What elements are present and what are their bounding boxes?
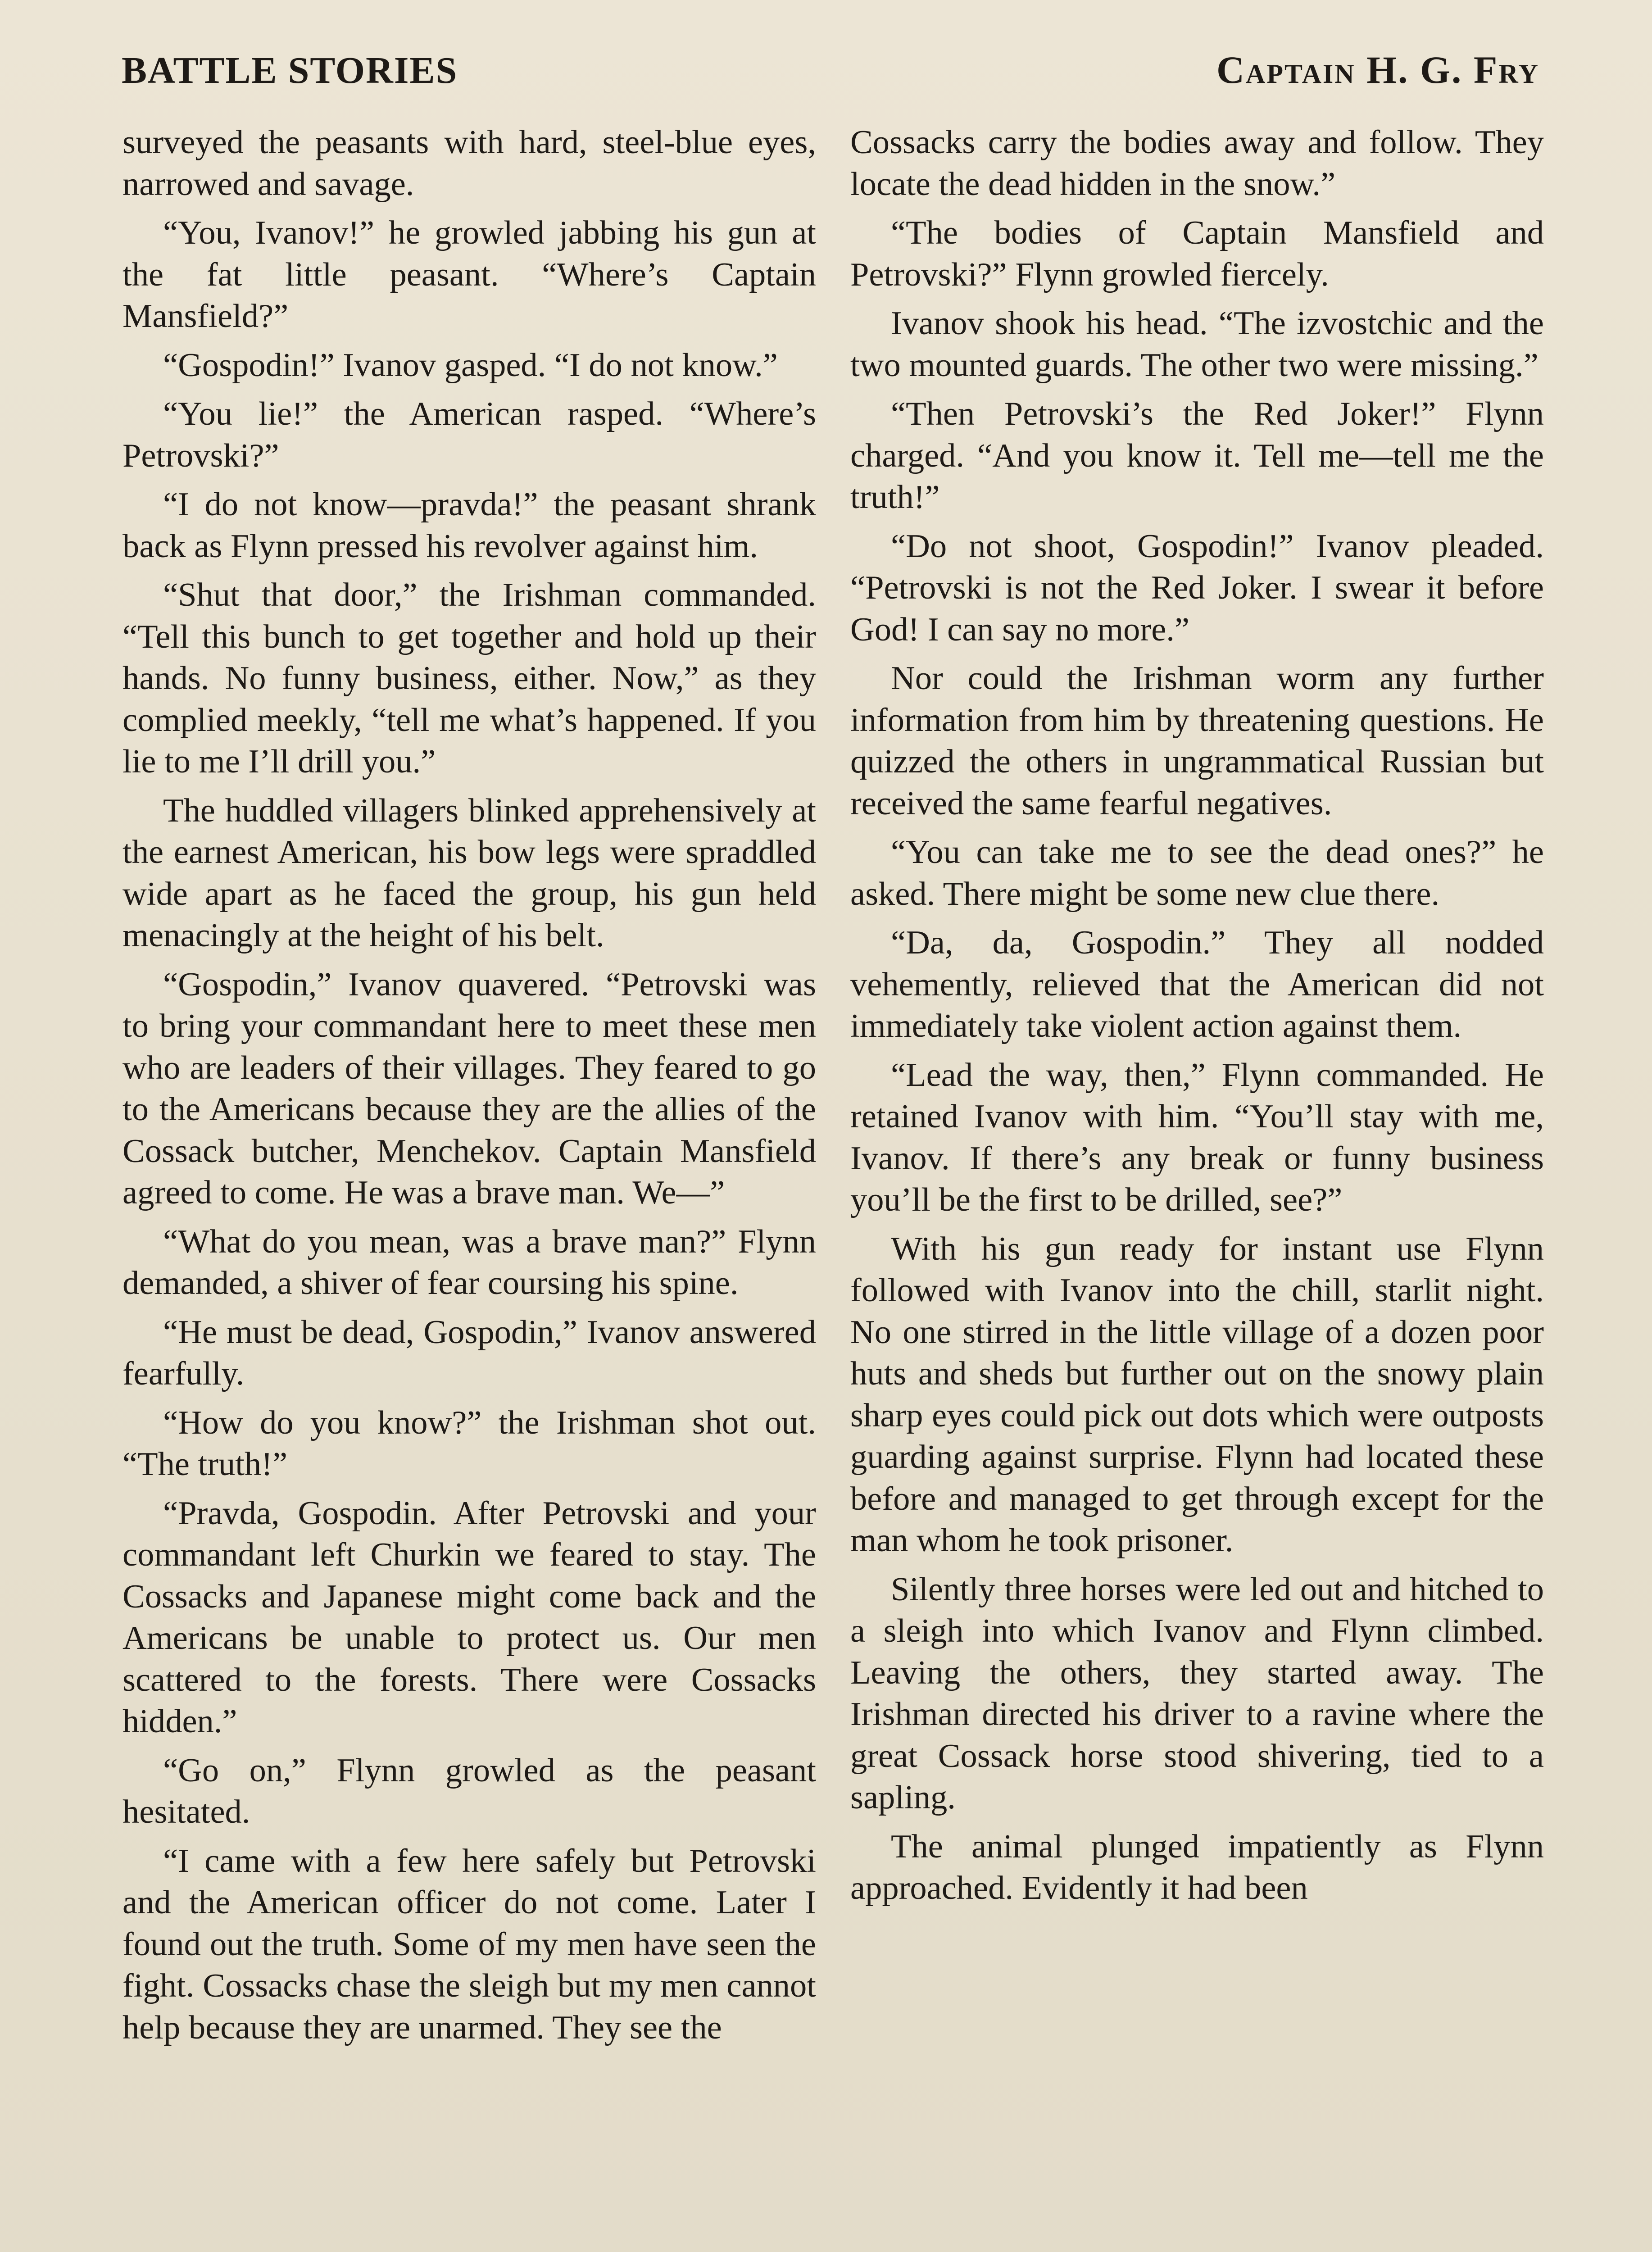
paragraph: Nor could the Irishman worm any further information from him by threatening questions. He quizzed the others in ungrammatical Russian but received the same fearful negatives.: [850, 660, 1544, 822]
paragraph: “The bodies of Captain Mansfield and Petrovski?” Flynn growled fiercely.: [850, 214, 1544, 293]
paragraph: “Pravda, Gospodin. After Petrovski and your commandant left Churkin we feared to stay. The Cossacks and Japanese might come back and the Americans be unable to protect us. Our men scattered to the forests. There were Cossacks hidden.”: [123, 1494, 816, 1740]
paragraph: “Gospodin!” Ivanov gasped. “I do not know.”: [163, 346, 778, 384]
paragraph: “Do not shoot, Gospodin!” Ivanov pleaded. “Petrovski is not the Red Joker. I swear it before God! I can say no more.”: [850, 527, 1544, 648]
paragraph: “I came with a few here safely but Petrovski and the American officer do not come. Later I found out the truth. Some of my men have seen the fight. Cossacks chase the sleigh but my men cannot help because they are unarmed. They see the: [123, 1842, 816, 2046]
paragraph: surveyed the peasants with hard, steel-blue eyes, narrowed and savage.: [123, 124, 816, 203]
paragraph: “You, Ivanov!” he growled jabbing his gun at the fat little peasant. “Where’s Captain Mansfield?”: [123, 214, 816, 335]
paragraph: The huddled villagers blinked apprehensively at the earnest American, his bow legs were spraddled wide apart as he faced the group, his gun held menacingly at the height of his belt.: [123, 792, 816, 954]
paragraph: “Go on,” Flynn growled as the peasant hesitated.: [123, 1752, 816, 1830]
paragraph: “What do you mean, was a brave man?” Flynn demanded, a shiver of fear coursing his spine.: [123, 1223, 816, 1302]
paragraph: “He must be dead, Gospodin,” Ivanov answered fearfully.: [123, 1313, 816, 1392]
paragraph: “You can take me to see the dead ones?” he asked. There might be some new clue there.: [850, 834, 1544, 913]
paragraph: Silently three horses were led out and hitched to a sleigh into which Ivanov and Flynn climbed. Leaving the others, they started away. The Irishman directed his driver to a ravine where the great Cossack horse stood shivering, tied to a sapling.: [850, 1571, 1544, 1816]
paragraph: “How do you know?” the Irishman shot out. “The truth!”: [123, 1404, 816, 1483]
paragraph: “Gospodin,” Ivanov quavered. “Petrovski was to bring your commandant here to meet these men who are leaders of their villages. They feared to go to the Americans because they are the allies of the Cossack butcher, Menchekov. Captain Mansfield agreed to come. He was a brave man. We—”: [123, 966, 816, 1211]
paragraph: “Shut that door,” the Irishman commanded. “Tell this bunch to get together and hold up their hands. No funny business, either. Now,” as they complied meekly, “tell me what’s happened. If you lie to me I’ll drill you.”: [123, 577, 816, 780]
paragraph: “I do not know—pravda!” the peasant shrank back as Flynn pressed his revolver against him.: [123, 486, 816, 565]
paragraph: With his gun ready for instant use Flynn followed with Ivanov into the chill, starlit night. No one stirred in the little village of a dozen poor huts and sheds but further out on the snowy plain sharp eyes could pick out dots which were outposts guarding against surprise. Flynn had located these before and managed to get through except for the man whom he took prisoner.: [850, 1230, 1544, 1559]
magazine-title: BATTLE STORIES: [122, 50, 458, 91]
paragraph: “Da, da, Gospodin.” They all nodded vehemently, relieved that the American did not immediately take violent action against them.: [850, 924, 1544, 1044]
paragraph: “Lead the way, then,” Flynn commanded. He retained Ivanov with him. “You’ll stay with me, Ivanov. If there’s any break or funny business you’ll be the first to be drilled, see?”: [850, 1056, 1544, 1218]
author-name: Captain H. G. Fry: [1216, 48, 1539, 91]
paragraph: Ivanov shook his head. “The izvostchic and the two mounted guards. The other two were missing.”: [850, 305, 1544, 384]
paragraph: “Then Petrovski’s the Red Joker!” Flynn charged. “And you know it. Tell me—tell me the truth!”: [850, 395, 1544, 516]
right-column: [850, 122, 1544, 2252]
left-column: [123, 122, 816, 2252]
paragraph: “You lie!” the American rasped. “Where’s Petrovski?”: [123, 395, 816, 474]
running-header: [122, 47, 1539, 97]
paragraph: Cossacks carry the bodies away and follow. They locate the dead hidden in the snow.”: [850, 124, 1544, 203]
paragraph: The animal plunged impatiently as Flynn approached. Evidently it had been: [850, 1828, 1544, 1907]
